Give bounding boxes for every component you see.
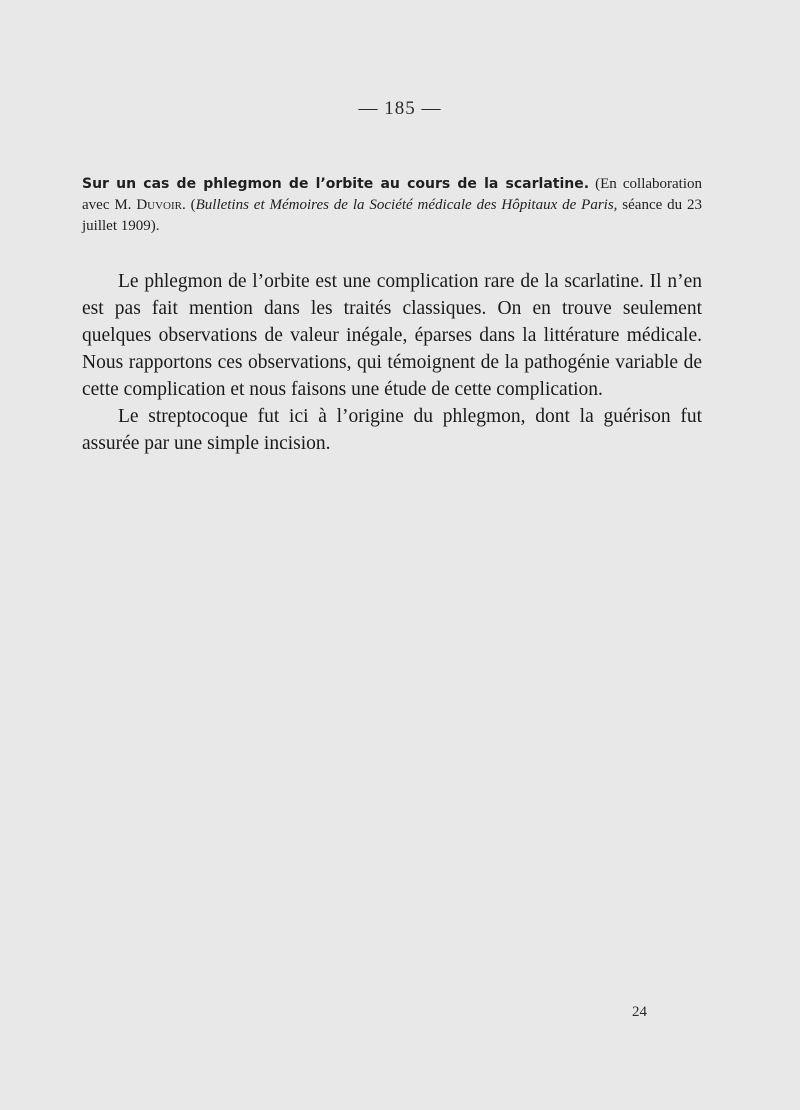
collaboration-open: (En collaboration avec M. bbox=[82, 176, 703, 213]
bibliographic-reference bbox=[82, 174, 702, 237]
collaborator-name: Duvoir bbox=[136, 197, 182, 213]
journal-name: Bulletins et Mémoires de la Société médicale des Hôpitaux de Paris, bbox=[195, 197, 618, 213]
journal-open: ( bbox=[190, 197, 196, 213]
page-number: — 185 — bbox=[358, 98, 442, 119]
collaboration-close: . bbox=[181, 197, 186, 213]
signature-mark: 24 bbox=[632, 1004, 647, 1020]
reference-title: Sur un cas de phlegmon de l’orbite au cours de la scarlatine. bbox=[82, 176, 590, 192]
paragraph: Le phlegmon de l’orbite est une complication rare de la scarlatine. Il n’en est pas fait mention dans les traités classiques. On en trouve seulement quelques observations de valeur inégale, éparses dans la littérature médicale. Nous rapportons ces observations, qui témoignent de la pathogénie variable de cette complication et nous faisons une étude de cette complication. bbox=[82, 271, 702, 400]
abstract-text bbox=[82, 268, 702, 457]
session-date: séance du 23 juillet 1909). bbox=[82, 197, 703, 234]
paragraph: Le streptocoque fut ici à l’origine du phlegmon, dont la guérison fut assurée par une simple incision. bbox=[82, 406, 702, 454]
